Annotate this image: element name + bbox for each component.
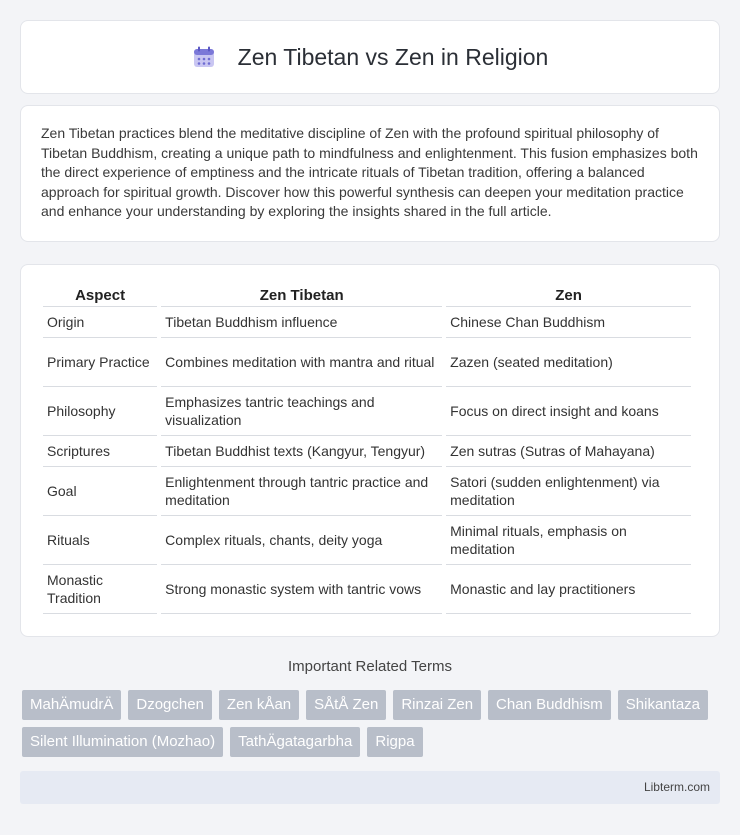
table-header-row	[43, 283, 691, 307]
footer-site-link[interactable]: Libterm.com	[643, 780, 710, 794]
table-row	[43, 307, 691, 338]
comparison-table	[39, 283, 695, 614]
table-cell-zen-tibetan: Tibetan Buddhist texts (Kangyur, Tengyur)	[161, 436, 442, 467]
table-cell-aspect: Philosophy	[43, 387, 157, 436]
page-title: Zen Tibetan vs Zen in Religion	[237, 43, 549, 70]
table-cell-aspect: Origin	[43, 307, 157, 338]
term-tag[interactable]: Rinzai Zen	[393, 690, 481, 720]
table-cell-zen: Satori (sudden enlightenment) via meditation	[446, 467, 691, 516]
intro-card	[20, 105, 720, 242]
intro-text: Zen Tibetan practices blend the meditative discipline of Zen with the profound spiritual philosophy of Tibetan Buddhism, creating a unique path to mindfulness and enlightenment. This fusion emphasizes both the direct experience of emptiness and the intricate rituals of Tibetan tradition, offering a balanced approach for spiritual growth. Discover how this powerful synthesis can deepen your meditation practice and enhance your understanding by exploring the insights shared in the full article.	[41, 125, 698, 219]
term-tag[interactable]: Rigpa	[367, 727, 422, 757]
term-tag[interactable]: Zen kÅan	[219, 690, 299, 720]
table-cell-aspect: Scriptures	[43, 436, 157, 467]
term-tag[interactable]: SÅtÅ Zen	[306, 690, 386, 720]
table-row	[43, 387, 691, 436]
table-cell-zen: Minimal rituals, emphasis on meditation	[446, 516, 691, 565]
table-cell-zen-tibetan: Combines meditation with mantra and ritual	[161, 338, 442, 387]
term-tag[interactable]: MahÄmudrÄ	[22, 690, 121, 720]
term-tag[interactable]: Chan Buddhism	[488, 690, 611, 720]
table-cell-zen: Zen sutras (Sutras of Mahayana)	[446, 436, 691, 467]
footer	[20, 771, 720, 804]
header-zen: Zen	[446, 283, 691, 307]
table-row	[43, 338, 691, 387]
table-cell-zen-tibetan: Complex rituals, chants, deity yoga	[161, 516, 442, 565]
table-cell-zen-tibetan: Enlightenment through tantric practice and meditation	[161, 467, 442, 516]
header-card	[20, 20, 720, 94]
table-cell-zen: Monastic and lay practitioners	[446, 565, 691, 614]
term-tag[interactable]: Silent Illumination (Mozhao)	[22, 727, 223, 757]
table-cell-aspect: Goal	[43, 467, 157, 516]
term-tag[interactable]: Dzogchen	[128, 690, 212, 720]
table-cell-zen: Chinese Chan Buddhism	[446, 307, 691, 338]
table-cell-zen: Focus on direct insight and koans	[446, 387, 691, 436]
table-row	[43, 565, 691, 614]
table-row	[43, 516, 691, 565]
header-aspect: Aspect	[43, 283, 157, 307]
calendar-icon	[192, 45, 216, 69]
table-row	[43, 436, 691, 467]
related-terms-title: Important Related Terms	[288, 658, 452, 675]
table-cell-zen-tibetan: Strong monastic system with tantric vows	[161, 565, 442, 614]
term-tag[interactable]: TathÄgatagarbha	[230, 727, 360, 757]
related-terms-list	[22, 690, 722, 757]
table-cell-aspect: Primary Practice	[43, 338, 157, 387]
table-row	[43, 467, 691, 516]
table-cell-aspect: Monastic Tradition	[43, 565, 157, 614]
table-cell-zen-tibetan: Emphasizes tantric teachings and visualization	[161, 387, 442, 436]
table-cell-aspect: Rituals	[43, 516, 157, 565]
table-cell-zen-tibetan: Tibetan Buddhism influence	[161, 307, 442, 338]
term-tag[interactable]: Shikantaza	[618, 690, 708, 720]
comparison-table-card	[20, 264, 720, 637]
table-cell-zen: Zazen (seated meditation)	[446, 338, 691, 387]
header-zen-tibetan: Zen Tibetan	[161, 283, 442, 307]
